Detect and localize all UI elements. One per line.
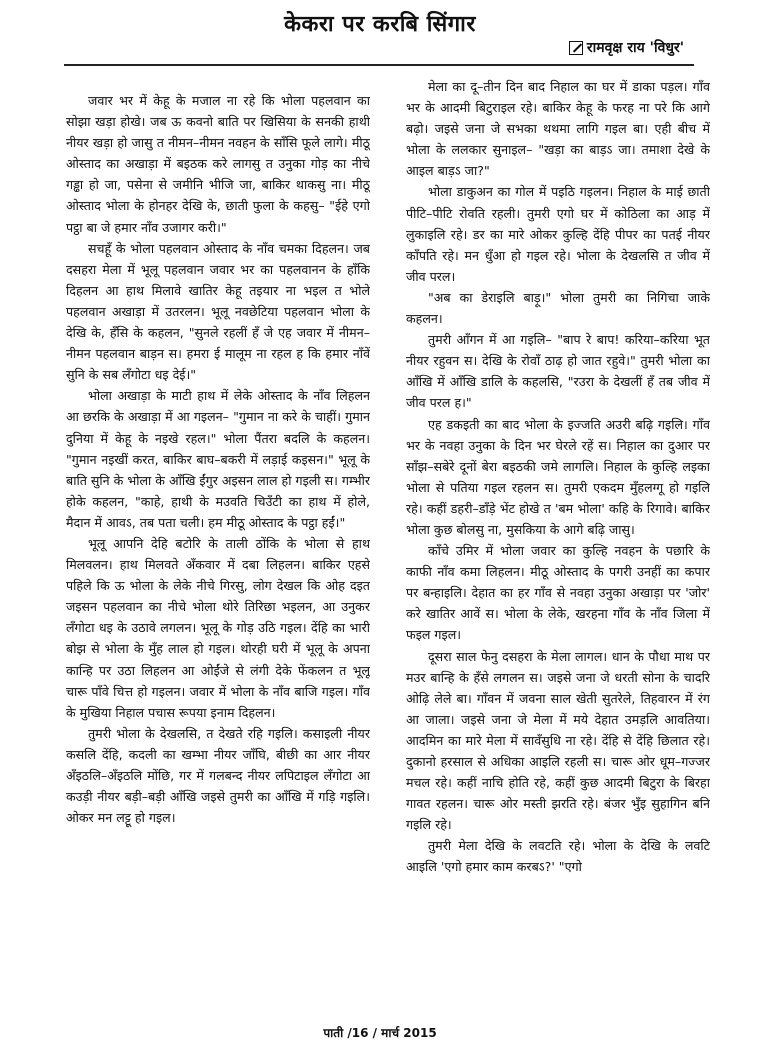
paragraph: दूसरा साल फेनु दसहरा के मेला लागल। धान के पौधा माथ पर मउर बान्हि के हँसे लगलन स। जइसे जना जे धरती सोना के चादरि ओढ़ि लेले बा। गाँवन में जवना साल खेती सुतरेले, तिहवारन में रंग आ जाला। जइसे जना जे मेला में मये देहात उमड़लि आवतिया। आदमिन का मारे मेला में सावँसुधि ना रहे। देंहि से देंहि छिलात रहे। दुकानो हरसाल से अधिका आइलि रहली स। चारू ओर धूम–गज्जर मचल रहे। कहीं नाचि होति रहे, कहीं कुछ आदमी बिटुरा के बिरहा गावत रहलन। चारू ओर मस्ती झरति रहे। बंजर भुँइ सुहागिन बनि गइलि रहे। — [406, 648, 710, 833]
paragraph: तुमरी मेला देखि के लवटति रहे। भोला के देखि के लवटि आइलि 'एगो हमार काम करबऽ?' "एगो — [406, 838, 710, 875]
left-column — [66, 76, 370, 1020]
paragraph: तुमरी आँगन में आ गइलि– "बाप रे बाप! करिया–करिया भूत नीयर रहुवन स। देखि के रोवाँ ठाढ़ हो जात रहुवे।" तुमरी भोला का आँखि में आँखि डालि के कहलसि, "रउरा के देखलीं हँ तब जीव में जीव परल ह।" — [406, 332, 710, 411]
page-header — [0, 0, 760, 68]
paragraph: भूलू आपनि देहि बटोरि के ताली ठोंकि के भोला से हाथ मिलवलन। हाथ मिलवते अँकवार में दबा लिहलन। बाकिर एहसे पहिले कि ऊ भोला के लेके नीचे गिरसु, लोग देखल कि ओह दइत जइसन पहलवान का नीचे भोला थोरे तिरिछा भइलन, आ उनुकर लँगोटा धइ के उठावे लगलन। भूलू के गोड़ उठि गइल। देंहि का भारी बोझ से भोला के मुँह लाल हो गइल। थोरही घरी में भूलू के अपना कान्हि पर उठा लिहलन आ ओईंजे से लंगी देके फेंकलन त भूलू चारू पाँवे चित्त हो गइलन। जवार में भोला के नाँव बाजि गइल। गाँव के मुखिया निहाल पचास रूपया इनाम दिहलन। — [66, 535, 370, 720]
paragraph: तुमरी भोला के देखलसि, त देखते रहि गइलि। कसाइली नीयर कसलि देंहि, कदली का खम्भा नीयर जाँघि, बीछी का आर नीयर अँइठलि–अँइठलि मोंछि, गर में गलबन्द नीयर लपिटाइल लँगोटा आ कउड़ी नीयर बड़ी–बड़ी आँखि जइसे तुमरी का आँखि में गड़ि गइलि। ओकर मन लट्टू हो गइल। — [66, 725, 370, 826]
author-name: रामवृक्ष राय 'विधुर' — [586, 40, 684, 56]
author-byline — [569, 38, 684, 57]
paragraph: एह डकइती का बाद भोला के इज्जति अउरी बढ़ि गइलि। गाँव भर के नवहा उनुका के दिन भर घेरले रहें स। निहाल का दुआर पर साँझ–सबेरे दूनों बेरा बइठकी जमे लागलि। निहाल के कुल्हि लइका भोला से पतिया गइल रहलन स। तुमरी एकदम मुँहलग्गू हो गइलि रहे। कहीं डहरी–डाँड़े भेंट होखे त 'बम भोला' कहि के रिगावे। बाकिर भोला कुछ बोलसु ना, मुसकिया के आगे बढ़ि जासु। — [406, 416, 710, 537]
paragraph: भोला डाकुअन का गोल में पइठि गइलन। निहाल के माई छाती पीटि–पीटि रोवति रहली। तुमरी एगो घर में कोठिला का आड़ में लुकाइलि रहे। डर का मारे ओकर कुल्हि देंहि पीपर का पतई नीयर काँपति रहे। मन धुँआ हो गइल रहे। भोला के देखलसि त जीव में जीव परल। — [406, 184, 710, 284]
paragraph: सचहूँ के भोला पहलवान ओस्ताद के नाँव चमका दिहलन। जब दसहरा मेला में भूलू पहलवान जवार भर का पहलवानन के हाँकि दिहलन आ हाथ मिलावे खातिर केहू तइयार ना भइल त भोले पहलवान अखाड़ा में उतरलन। भूलू नवछेटिया पहलवान भोला के देखि के, हँसि के कहलन, "सुनले रहलीं हँ जे एह जवार में नीमन–नीमन पहलवान बाड़न स। हमरा ई मालूम ना रहल ह कि हमार नाँवें सुनि के सब लँगोटा धइ देई।" — [66, 240, 370, 383]
page-footer: पाती /16 / मार्च 2015 — [323, 1026, 437, 1040]
paragraph: जवार भर में केहू के मजाल ना रहे कि भोला पहलवान का सोझा खड़ा होखे। जब ऊ कवनो बाति पर खिसिया के सनकी हाथी नीयर खड़ा हो जासु त नीमन–नीमन नवहन के साँसि फूले लागे। मीठू ओस्ताद का अखाड़ा में बइठक करे लागसु त उनुका गोड़ का नीचे गड्ढा हो जा, पसेना से जमीनि भीजि जा, बाकिर थाकसु ना। मीठू ओस्ताद भोला के होनहर देखि के, छाती फुला के कहसु– "ईहे एगो पट्ठा बा जे हमार नाँव उजागर करी।" — [66, 93, 370, 235]
paragraph: भोला अखाड़ा के माटी हाथ में लेके ओस्ताद के नाँव लिहलन आ छरकि के अखाड़ा में आ गइलन– "गुमान ना करे के चाहीं। गुमान दुनिया में केहू के नइखे रहल।" भोला पैंतरा बदलि के कहलन। "गुमान नइखीं करत, बाकिर बाघ–बकरी में लड़ाई कइसन।" भूलू के बाति सुनि के भोला के आँखि ईंगुर अइसन लाल हो गइली स। गम्भीर होके कहलन, "काहे, हाथी के मउवति चिउँटी का हाथ में होले, मैदान में आवऽ, तब पता चली। हम मीठू ओस्ताद के पट्ठा हईं।" — [66, 388, 370, 530]
paragraph: मेला का दू–तीन दिन बाद निहाल का घर में डाका पड़ल। गाँव भर के आदमी बिटुराइल रहे। बाकिर केहू के फरह ना परे कि आगे बढ़ो। जइसे जना जे सभका थथमा लागि गइल बा। एही बीच में भोला के ललकार सुनाइल– "खड़ा का बाड़ऽ जा। तमाशा देखे के आइल बाड़ऽ जा?" — [406, 79, 710, 179]
header-divider — [64, 64, 694, 66]
right-column — [406, 76, 710, 1020]
pen-box-icon — [569, 41, 583, 55]
page-title: केकरा पर करबि सिंगार — [284, 12, 476, 37]
paragraph: काँचे उमिर में भोला जवार का कुल्हि नवहन के पछारि के काफी नाँव कमा लिहलन। मीठू ओस्ताद के पगरी उनहीं का कपार पर बन्हाइलि। देहात का हर गाँव से नवहा उनुका अखाड़ा पर 'जोर' करे खातिर आवें स। भोला के लेके, खरहना गाँव के नाँव जिला में फइल गइल। — [406, 543, 710, 643]
paragraph: "अब का डेराइलि बाड़ू।" भोला तुमरी का निगिचा जाके कहलन। — [406, 289, 710, 327]
article-body — [66, 76, 712, 1020]
